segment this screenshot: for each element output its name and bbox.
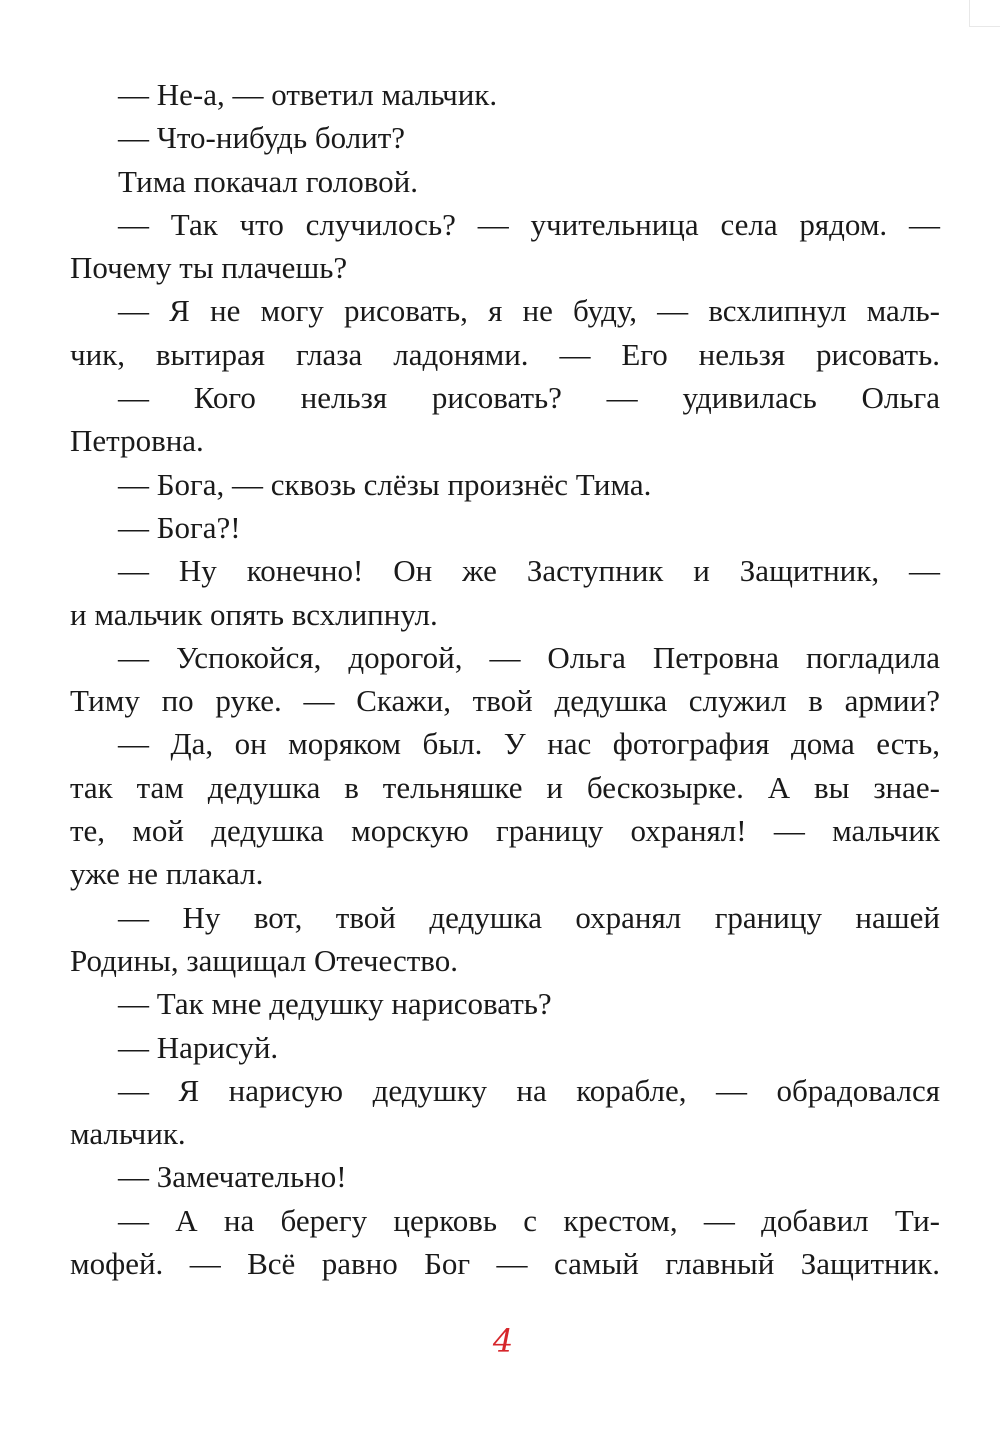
text-line: — Кого нельзя рисовать? — удивилась Ольга	[118, 380, 940, 416]
text-line: так там дедушка в тельняшке и бескозырке. А вы знае-	[70, 769, 940, 805]
text-line: — Бога, — сквозь слёзы произнёс Тима.	[118, 466, 652, 502]
text-line: — Так что случилось? — учительница села рядом. —	[118, 206, 940, 242]
text-line: — А на берегу церковь с крестом, — добавил Ти-	[118, 1202, 940, 1238]
text-line: — Ну конечно! Он же Заступник и Защитник, —	[118, 553, 940, 589]
text-line: — Замечательно!	[118, 1159, 347, 1195]
text-line: — Не-а, — ответил мальчик.	[118, 77, 498, 112]
text-line: — Что-нибудь болит?	[118, 120, 406, 156]
text-line: — Успокойся, дорогой, — Ольга Петровна погладила	[118, 639, 940, 675]
text-line: — Я нарисую дедушку на корабле, — обрадовался	[118, 1072, 940, 1108]
page-corner-mark	[969, 0, 1000, 27]
text-line: — Да, он моряком был. У нас фотография дома есть,	[118, 726, 940, 762]
text-line: Родины, защищал Отечество.	[70, 942, 458, 978]
text-line: мальчик.	[70, 1116, 186, 1152]
text-line: — Нарисуй.	[118, 1029, 279, 1065]
text-line: уже не плакал.	[70, 856, 264, 892]
text-line: — Бога?!	[118, 509, 241, 545]
text-line: те, мой дедушка морскую границу охранял! — мальчик	[70, 813, 940, 849]
text-line: Петровна.	[70, 423, 204, 459]
text-line: чик, вытирая глаза ладонями. — Его нельзя рисовать.	[70, 336, 940, 372]
text-line: — Так мне дедушку нарисовать?	[118, 986, 552, 1022]
text-line: — Я не могу рисовать, я не буду, — всхлипнул маль-	[118, 293, 940, 329]
page-number: 4	[492, 1322, 514, 1360]
story-text	[70, 73, 940, 1285]
text-line: Тима покачал головой.	[118, 163, 418, 199]
text-line: Тиму по руке. — Скажи, твой дедушка служил в армии?	[70, 683, 940, 719]
text-line: — Ну вот, твой дедушка охранял границу нашей	[118, 899, 940, 935]
text-line: и мальчик опять всхлипнул.	[70, 596, 438, 632]
text-line: Почему ты плачешь?	[70, 250, 348, 286]
text-line: мофей. — Всё равно Бог — самый главный Защитник.	[70, 1246, 940, 1282]
